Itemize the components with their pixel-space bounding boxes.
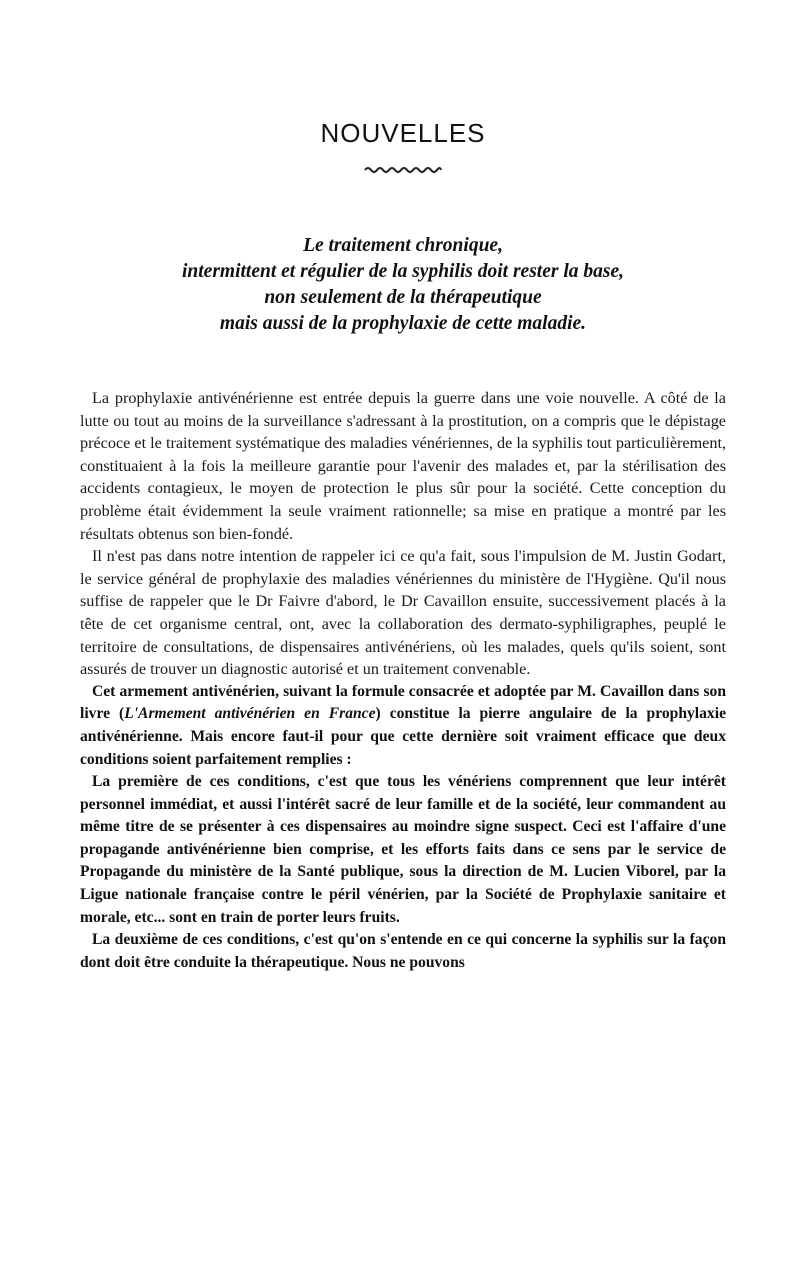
paragraph-2: Il n'est pas dans notre intention de rappeler ici ce qu'a fait, sous l'impulsion de M. Justin Godart, le service général de prophylaxie des maladies vénériennes du ministère de l'Hygiène. Qu'il nous suffise de rappeler que le Dr Faivre d'abord, le Dr Cavaillon ensuite, successivement placés à la tête de cet organisme central, ont, avec la collaboration des dermato-syphiligraphes, peuplé le territoire de consultations, de dispensaires antivénériens, où les malades, quels qu'ils soient, sont assurés de trouver un diagnostic autorisé et un traitement convenable. — [80, 547, 726, 679]
article-body — [80, 387, 726, 974]
section-title: NOUVELLES — [320, 118, 486, 148]
title-line-3: non seulement de la thérapeutique — [264, 287, 542, 308]
paragraph-1: La prophylaxie antivénérienne est entrée depuis la guerre dans une voie nouvelle. A côté de la lutte ou tout au moins de la surveillance s'adressant à la prostitution, on a compris que le dépistage précoce et le traitement systématique des maladies vénériennes, de la syphilis tout particulièrement, constituaient à la fois la meilleure garantie pour l'avenir des malades et, par la stérilisation des accidents contagieux, le moyen de protection le plus sûr pour la société. Cette conception du problème était évidemment la seule vraiment rationnelle; sa mise en pratique a montré par les résultats obtenus son bien-fondé. — [80, 389, 726, 543]
paragraph-4: La première de ces conditions, c'est que tous les vénériens comprennent que leur intérêt personnel immédiat, et aussi l'intérêt sacré de leur famille et de la société, leur commandent au même titre de se présenter à ces dispensaires au moindre signe suspect. Ceci est l'affaire d'une propagande antivénérienne bien comprise, et les efforts faits dans ce sens par le service de Propagande du ministère de la Santé publique, sous la direction de M. Lucien Viborel, par la Ligue nationale française contre le péril vénérien, par la Société de Prophylaxie sanitaire et morale, etc... sont en train de porter leurs fruits. — [80, 773, 726, 926]
paragraph-3 — [80, 681, 726, 771]
title-line-4: mais aussi de la prophylaxie de cette maladie. — [219, 313, 587, 334]
title-line-2: intermittent et régulier de la syphilis doit rester la base, — [182, 261, 624, 282]
document-page — [80, 0, 726, 1286]
book-title: L'Armement antivénérien en France — [124, 705, 376, 723]
title-line-1: Le traitement chronique, — [303, 235, 503, 256]
paragraph-3-after: ) constitue la pierre angulaire de la prophylaxie antivénérienne. Mais encore faut-il pour que cette dernière soit vraiment efficace que deux conditions soient parfaitement remplies : — [80, 705, 726, 768]
article-title — [80, 233, 726, 337]
wavy-ornament-icon — [363, 165, 443, 175]
paragraph-3-before: Cet armement antivénérien, suivant la formule consacrée et adoptée par M. Cavaillon dans son livre ( — [80, 682, 726, 723]
paragraph-5: La deuxième de ces conditions, c'est qu'on s'entende en ce qui concerne la syphilis sur la façon dont doit être conduite la thérapeutique. Nous ne pouvons — [80, 931, 726, 971]
